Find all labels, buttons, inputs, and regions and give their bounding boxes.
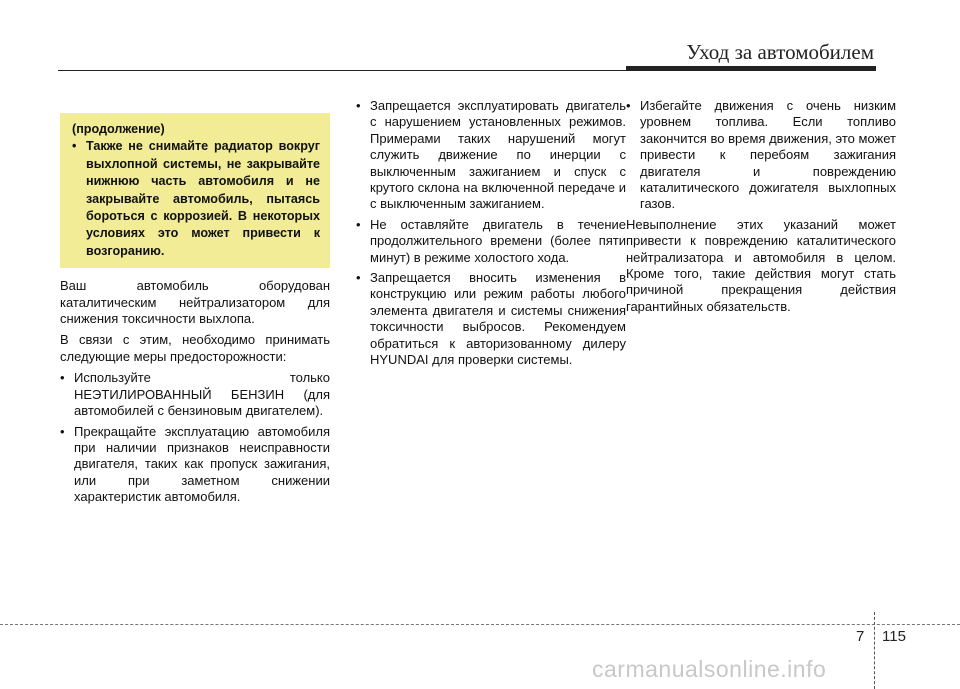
list-item (626, 98, 896, 213)
list-item-text: Избегайте движения с очень низким уровнем топлива. Если топливо закончится во время движения, это может привести к перебоям зажигания двигателя и повреждению каталитического дожигателя выхлопных газов. (640, 98, 896, 212)
page-number: 115 (882, 628, 906, 645)
page-separator (874, 612, 875, 689)
list-item (60, 370, 330, 419)
warning-item-text: Также не снимайте радиатор вокруг выхлопной системы, не закрывайте нижнюю часть автомобиля и не закрывайте автомобиль, пытаясь бороться с коррозией. В некоторых условиях это может привести к возгоранию. (86, 139, 320, 258)
paragraph: Ваш автомобиль оборудован каталитическим нейтрализатором для снижения токсичности выхлопа. (60, 278, 330, 327)
page-header-title: Уход за автомобилем (686, 40, 874, 64)
list-item (356, 270, 626, 368)
warning-item (72, 138, 320, 260)
warning-box (60, 113, 330, 268)
bullet-icon: • (356, 98, 361, 113)
list-item (356, 217, 626, 266)
bullet-icon: • (60, 370, 65, 386)
header-rule-thin (58, 70, 658, 71)
bullet-list (356, 98, 626, 369)
header-rule-thick (626, 66, 876, 71)
bullet-icon: • (60, 423, 65, 439)
list-item-text: Используйте только НЕЭТИЛИРОВАННЫЙ БЕНЗИН (для автомобилей с бензиновым двигателем). (74, 370, 330, 419)
bullet-icon: • (626, 98, 631, 113)
list-item (356, 98, 626, 213)
warning-heading: (продолжение) (72, 122, 165, 136)
list-item (60, 424, 330, 506)
bullet-icon: • (72, 139, 77, 154)
warning-list (72, 138, 320, 260)
column-2 (356, 98, 626, 373)
bullet-list (60, 370, 330, 505)
list-item-text: Запрещается эксплуатировать двигатель с нарушением установленных режимов. Примерами таких нарушений могут служить движение по инерции с выключенным зажиганием и спуск с крутого склона на включенной передаче и с выключенным зажиганием. (370, 98, 626, 212)
list-item-text: Запрещается вносить изменения в конструкцию или режим работы любого элемента двигателя и системы снижения токсичности выбросов. Рекомендуем обратиться к авторизованному дилеру HYUNDAI для проверки системы. (370, 270, 626, 368)
bullet-icon: • (356, 270, 361, 286)
column-1 (60, 113, 330, 510)
bullet-list (626, 98, 896, 213)
list-item-text: Прекращайте эксплуатацию автомобиля при наличии признаков неисправности двигателя, таких как пропуск зажигания, или при заметном снижении характеристик автомобиля. (74, 423, 330, 505)
paragraph: Невыполнение этих указаний может привести к повреждению каталитического нейтрализатора и автомобиля в целом. Кроме того, такие действия могут стать причиной прекращения действия гарантийных обязательств. (626, 216, 896, 314)
bullet-icon: • (356, 216, 361, 232)
watermark: carmanualsonline.info (592, 656, 827, 682)
footer-rule (0, 624, 960, 625)
column-3 (626, 98, 896, 320)
paragraph: В связи с этим, необходимо принимать следующие меры предосторожности: (60, 332, 330, 364)
list-item-text: Не оставляйте двигатель в течение продолжительного времени (более пяти минут) в режиме холостого хода. (370, 216, 626, 265)
chapter-number: 7 (856, 628, 865, 645)
